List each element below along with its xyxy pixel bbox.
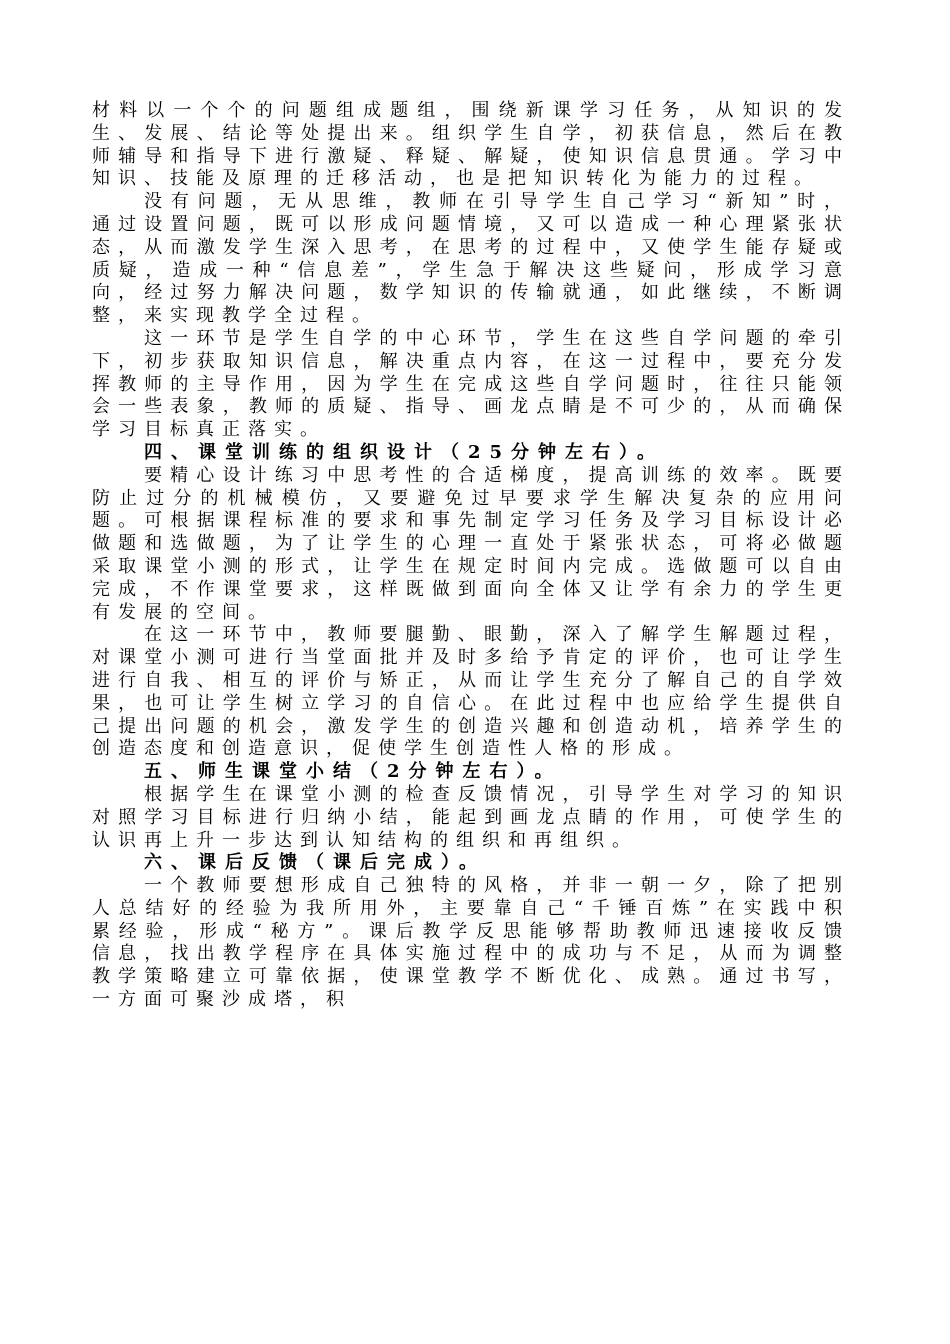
paragraph-no-problem-no-thinking: 没有问题，无从思维，教师在引导学生自己学习“新知”时，通过设置问题，既可以形成问题情境，又可以造成一种心理紧张状态，从而激发学生深入思考，在思考的过程中，又使学生能存疑或质疑，造成一种“信息差”，学生急于解决这些疑问，形成学习意向，经过努力解决问题，数学知识的传输就通，如此继续，不断调整，来实现教学全过程。 [92, 191, 850, 327]
section-heading-6: 六、课后反馈（课后完成）。 [144, 852, 486, 874]
section-heading-5: 五、师生课堂小结（2分钟左右）。 [144, 761, 562, 783]
paragraph-problem-groups: 材料以一个个的问题组成题组，围绕新课学习任务，从知识的发生、发展、结论等处提出来。组织学生自学，初获信息，然后在教师辅导和指导下进行激疑、释疑、解疑，使知识信息贯通。学习中知识、技能及原理的迁移活动，也是把知识转化为能力的过程。 [92, 100, 850, 190]
paragraph-self-study-core: 这一环节是学生自学的中心环节，学生在这些自学问题的牵引下，初步获取知识信息，解决重点内容，在这一过程中，要充分发挥教师的主导作用，因为学生在完成这些自学问题时，往往只能领会一些表象，教师的质疑、指导、画龙点睛是不可少的，从而确保学习目标真正落实。 [92, 327, 850, 441]
section-heading-4: 四、课堂训练的组织设计（25分钟左右）。 [144, 441, 665, 463]
paragraph-exercise-design: 要精心设计练习中思考性的合适梯度，提高训练的效率。既要防止过分的机械模仿，又要避免过早要求学生解决复杂的应用问题。可根据课程标准的要求和事先制定学习任务及学习目标设计必做题和选做题，为了让学生的心理一直处于紧张状态，可将必做题采取课堂小测的形式，让学生在规定时间内完成。选做题可以自由完成，不作课堂要求，这样既做到面向全体又让学有余力的学生更有发展的空间。 [92, 464, 850, 623]
paragraph-class-summary: 根据学生在课堂小测的检查反馈情况，引导学生对学习的知识对照学习目标进行归纳小结，能起到画龙点睛的作用，可使学生的认识再上升一步达到认知结构的组织和再组织。 [92, 783, 850, 851]
paragraph-teacher-diligence: 在这一环节中，教师要腿勤、眼勤，深入了解学生解题过程，对课堂小测可进行当堂面批并及时多给予肯定的评价，也可让学生进行自我、相互的评价与矫正，从而让学生充分了解自己的自学效果，也可让学生树立学习的自信心。在此过程中也应给学生提供自己提出问题的机会，激发学生的创造兴趣和创造动机，培养学生的创造态度和创造意识，促使学生创造性人格的形成。 [92, 624, 850, 760]
paragraph-after-class-feedback: 一个教师要想形成自己独特的风格，并非一朝一夕，除了把别人总结好的经验为我所用外，主要靠自己“千锤百炼”在实践中积累经验，形成“秘方”。课后教学反思能够帮助教师迅速接收反馈信息，找出教学程序在具体实施过程中的成功与不足，从而为调整教学策略建立可靠依据，使课堂教学不断优化、成熟。通过书写，一方面可聚沙成塔，积 [92, 875, 850, 1011]
document-page [92, 100, 850, 1012]
